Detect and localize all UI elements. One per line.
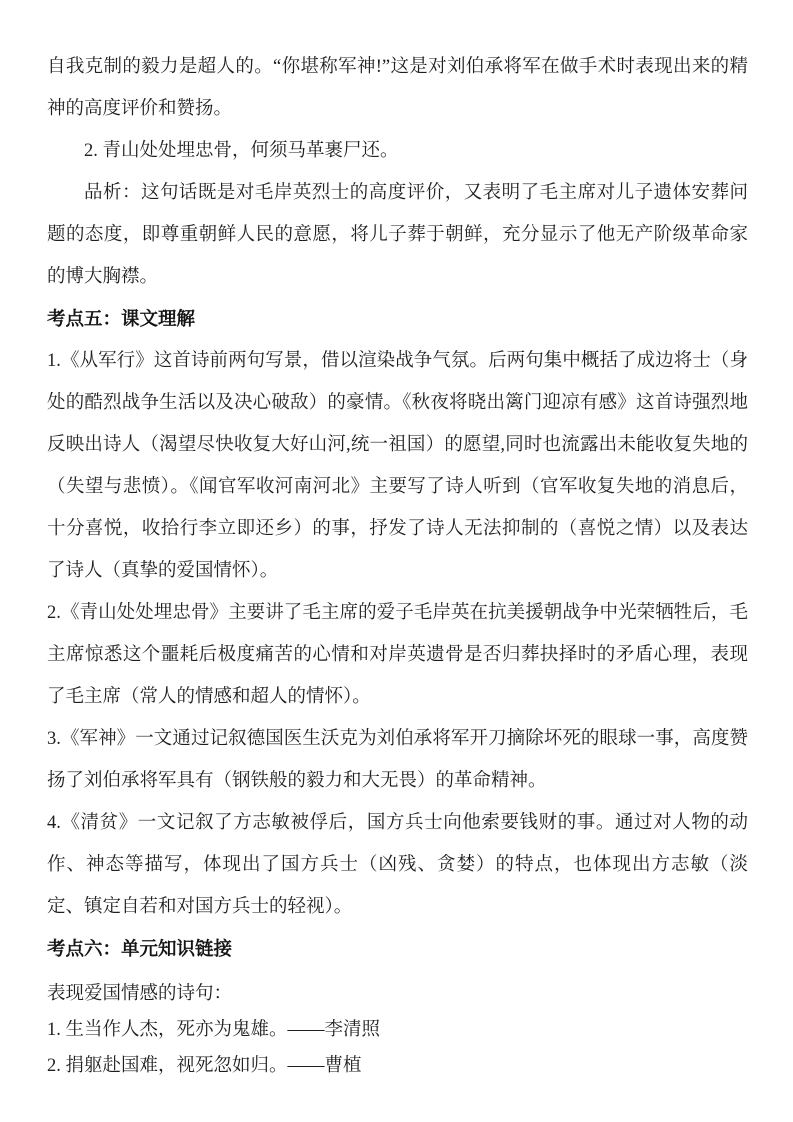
list-item-1-congjunxing: 1.《从军行》这首诗前两句写景，借以渲染战争气氛。后两句集中概括了成边将士（身处的酷烈战争生活以及决心破敌）的豪情。《秋夜将晓出篱门迎凉有感》这首诗强烈地反映出诗人（渴望尽快收复大好山河,统一祖国）的愿望,同时也流露出未能收复失地的（失望与悲愤）。《闻官军收河南河北》主要写了诗人听到（官军收复失地的消息后，十分喜悦，收拾行李立即还乡）的事，抒发了诗人无法抑制的（喜悦之情）以及表达了诗人（真挚的爱国情怀）。 [47, 351, 748, 581]
list-item-3-junshen: 3.《军神》一文通过记叙德国医生沃克为刘伯承将军开刀摘除坏死的眼球一事，高度赞扬了刘伯承将军具有（钢铁般的毅力和大无畏）的革命精神。 [47, 729, 748, 791]
poem-line-li-qingzhao: 1. 生当作人杰，死亦为鬼雄。——李清照 [47, 1020, 381, 1040]
list-item-2-qingshan-maizhonggu: 2.《青山处处埋忠骨》主要讲了毛主席的爱子毛岸英在抗美援朝战争中光荣牺牲后，毛主席惊悉这个噩耗后极度痛苦的心情和对岸英遗骨是否归葬抉择时的矛盾心理，表现了毛主席（常人的情感和超人的情怀）。 [47, 603, 748, 707]
paragraph-pinxi-analysis: 品析：这句话既是对毛岸英烈士的高度评价，又表明了毛主席对儿子遗体安葬问题的态度，即尊重朝鲜人民的意愿，将儿子葬于朝鲜，充分显示了他无产阶级革命家的博大胸襟。 [47, 183, 748, 287]
poem-line-cao-zhi: 2. 捐躯赴国难，视死忽如归。——曹植 [47, 1056, 362, 1076]
paragraph-junshen-praise: 自我克制的毅力是超人的。“你堪称军神!”这是对刘伯承将军在做手术时表现出来的精神的高度评价和赞扬。 [47, 57, 748, 119]
section-heading-kaodian-5: 考点五：课文理解 [47, 308, 196, 329]
quote-line-qingshan: 2. 青山处处埋忠骨，何须马革裹尸还。 [84, 141, 399, 161]
subheading-patriotic-verses: 表现爱国情感的诗句： [47, 984, 233, 1004]
list-item-4-qingpin: 4.《清贫》一文记叙了方志敏被俘后，国方兵士向他索要钱财的事。通过对人物的动作、神态等描写，体现出了国方兵士（凶残、贪婪）的特点，也体现出方志敏（淡定、镇定自若和对国方兵士的轻视）。 [47, 813, 748, 917]
section-heading-kaodian-6: 考点六：单元知识链接 [47, 938, 233, 959]
